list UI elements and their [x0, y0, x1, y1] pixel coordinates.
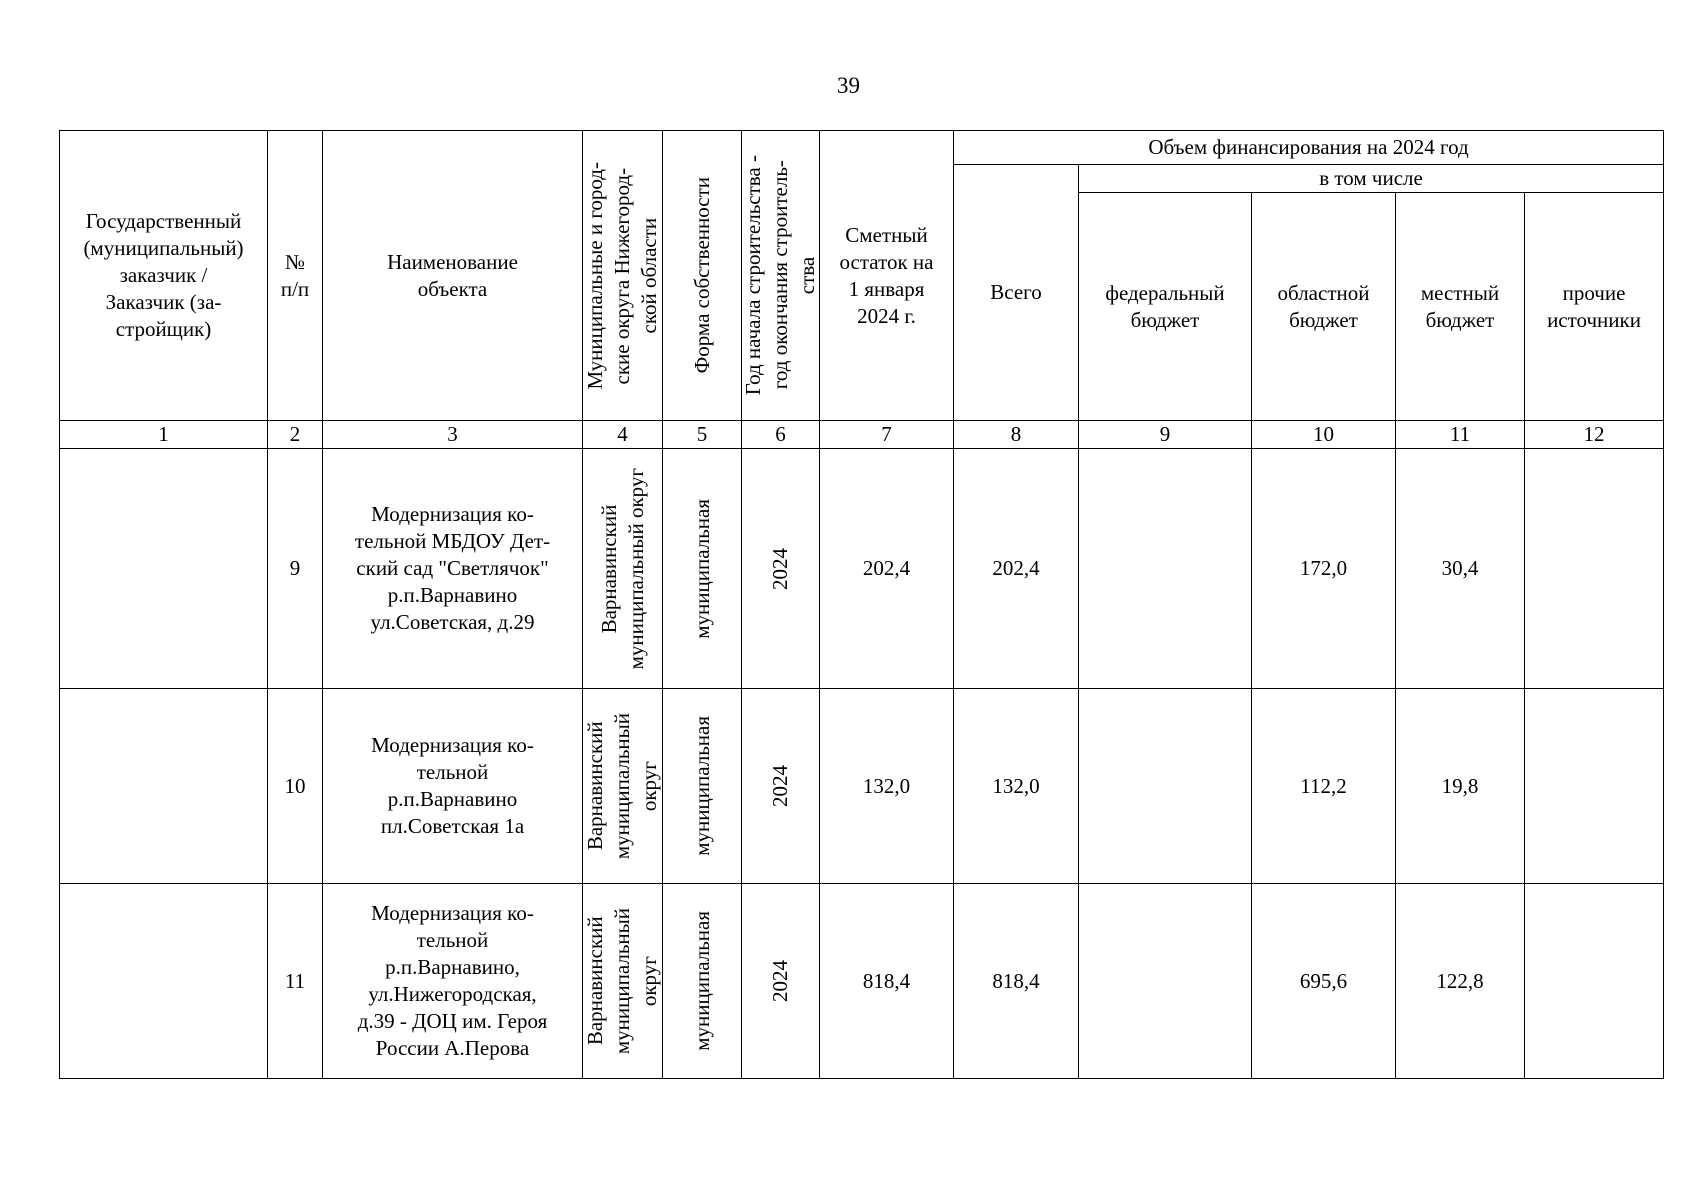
cell-ownership: муниципальная: [663, 689, 742, 884]
column-number: 2: [268, 421, 323, 449]
cell-other: [1525, 449, 1664, 689]
column-numbers-row: [60, 421, 1664, 449]
cell-object-name: Модернизация ко- тельной р.п.Варнавино, ул.Нижегородская, д.39 - ДОЦ им. Героя России А.Перова: [323, 884, 583, 1079]
cell-ownership: муниципальная: [663, 884, 742, 1079]
cell-years: 2024: [742, 689, 820, 884]
cell-total: 202,4: [954, 449, 1079, 689]
column-number: 11: [1396, 421, 1525, 449]
header-regional: областной бюджет: [1252, 193, 1396, 421]
table-row: [60, 689, 1664, 884]
header-federal: федеральный бюджет: [1079, 193, 1252, 421]
cell-num: 10: [268, 689, 323, 884]
header-districts: Муниципальные и город- ские округа Нижегород- ской области: [583, 131, 663, 421]
column-number: 12: [1525, 421, 1664, 449]
column-number: 10: [1252, 421, 1396, 449]
cell-total: 132,0: [954, 689, 1079, 884]
header-ownership: Форма собственности: [663, 131, 742, 421]
header-object-name: Наименование объекта: [323, 131, 583, 421]
column-number: 8: [954, 421, 1079, 449]
page-number: 39: [837, 73, 860, 98]
column-number: 1: [60, 421, 268, 449]
column-number: 3: [323, 421, 583, 449]
cell-regional: 112,2: [1252, 689, 1396, 884]
cell-num: 11: [268, 884, 323, 1079]
header-local: местный бюджет: [1396, 193, 1525, 421]
header-other: прочие источники: [1525, 193, 1664, 421]
cell-balance: 202,4: [820, 449, 954, 689]
cell-local: 122,8: [1396, 884, 1525, 1079]
cell-regional: 172,0: [1252, 449, 1396, 689]
cell-regional: 695,6: [1252, 884, 1396, 1079]
cell-district: Варнавинский муниципальный округ: [583, 449, 663, 689]
cell-federal: [1079, 689, 1252, 884]
cell-local: 30,4: [1396, 449, 1525, 689]
financing-table: [59, 130, 1664, 1079]
header-num: № п/п: [268, 131, 323, 421]
cell-num: 9: [268, 449, 323, 689]
cell-total: 818,4: [954, 884, 1079, 1079]
header-years: Год начала строительства - год окончания строитель- ства: [742, 131, 820, 421]
header-funding-group: Объем финансирования на 2024 год: [954, 131, 1664, 165]
cell-customer: [60, 449, 268, 689]
table-row: [60, 449, 1664, 689]
column-number: 7: [820, 421, 954, 449]
cell-years: 2024: [742, 449, 820, 689]
column-number: 4: [583, 421, 663, 449]
table-row: [60, 884, 1664, 1079]
cell-other: [1525, 689, 1664, 884]
column-number: 5: [663, 421, 742, 449]
cell-balance: 818,4: [820, 884, 954, 1079]
header-total: Всего: [954, 165, 1079, 421]
header-customer: Государственный (муниципальный) заказчик / Заказчик (за- стройщик): [60, 131, 268, 421]
cell-ownership: муниципальная: [663, 449, 742, 689]
cell-federal: [1079, 884, 1252, 1079]
cell-federal: [1079, 449, 1252, 689]
cell-district: Варнавинский муниципальный округ: [583, 689, 663, 884]
cell-balance: 132,0: [820, 689, 954, 884]
cell-district: Варнавинский муниципальный округ: [583, 884, 663, 1079]
cell-object-name: Модернизация ко- тельной р.п.Варнавино пл.Советская 1а: [323, 689, 583, 884]
cell-object-name: Модернизация ко- тельной МБДОУ Дет- ский сад "Светлячок" р.п.Варнавино ул.Советская, д.29: [323, 449, 583, 689]
cell-customer: [60, 884, 268, 1079]
cell-customer: [60, 689, 268, 884]
header-including: в том числе: [1079, 165, 1664, 193]
header-row-1: [60, 131, 1664, 165]
cell-local: 19,8: [1396, 689, 1525, 884]
header-balance: Сметный остаток на 1 января 2024 г.: [820, 131, 954, 421]
cell-years: 2024: [742, 884, 820, 1079]
cell-other: [1525, 884, 1664, 1079]
column-number: 6: [742, 421, 820, 449]
column-number: 9: [1079, 421, 1252, 449]
